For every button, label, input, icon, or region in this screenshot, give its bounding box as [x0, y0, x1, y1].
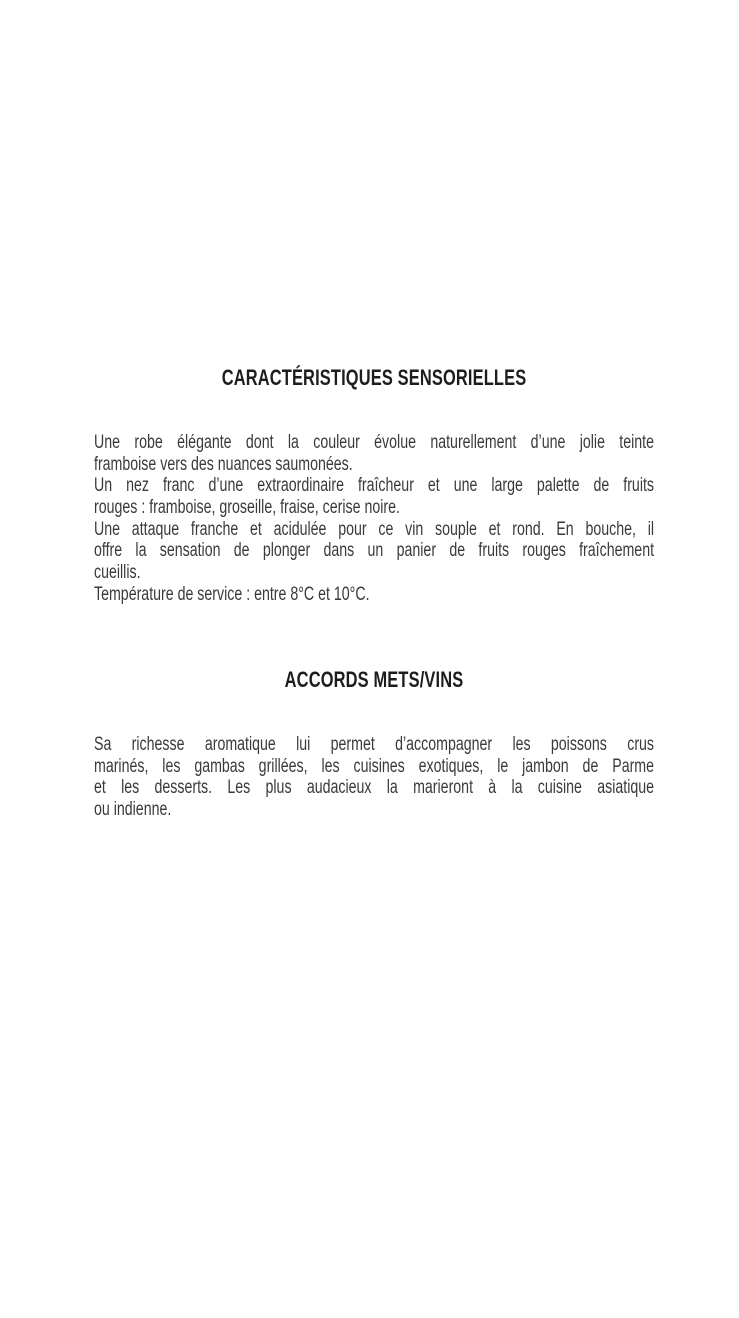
text-line: Une robe élégante dont la couleur évolue naturellement d’une jolie teinte — [94, 432, 655, 453]
text-line: Un nez franc d’une extraordinaire fraîcheur et une large palette de fruits — [94, 475, 655, 497]
text-line: ou indienne. — [94, 799, 172, 821]
content-column — [94, 0, 654, 1318]
section-heading-accords-mets-vins: ACCORDS METS/VINS — [284, 667, 464, 692]
text-line: et les desserts. Les plus audacieux la marieront à la cuisine asiatique — [94, 777, 655, 799]
text-line: offre la sensation de plonger dans un panier de fruits rouges fraîchement — [94, 540, 655, 562]
paragraph-accords-mets-vins — [94, 734, 654, 821]
text-line: cueillis. — [94, 562, 141, 584]
text-line: Sa richesse aromatique lui permet d’accompagner les poissons crus — [94, 734, 655, 755]
text-line: framboise vers des nuances saumonées. — [94, 453, 353, 475]
section-heading-caracteristiques-sensorielles: CARACTÉRISTIQUES SENSORIELLES — [221, 365, 527, 390]
text-line: marinés, les gambas grillées, les cuisines exotiques, le jambon de Parme — [94, 755, 655, 777]
text-line: rouges : framboise, groseille, fraise, cerise noire. — [94, 497, 400, 519]
text-line: Température de service : entre 8°C et 10°C. — [94, 583, 370, 605]
paragraph-caracteristiques-sensorielles — [94, 432, 654, 606]
text-line: Une attaque franche et acidulée pour ce vin souple et rond. En bouche, il — [94, 518, 655, 540]
